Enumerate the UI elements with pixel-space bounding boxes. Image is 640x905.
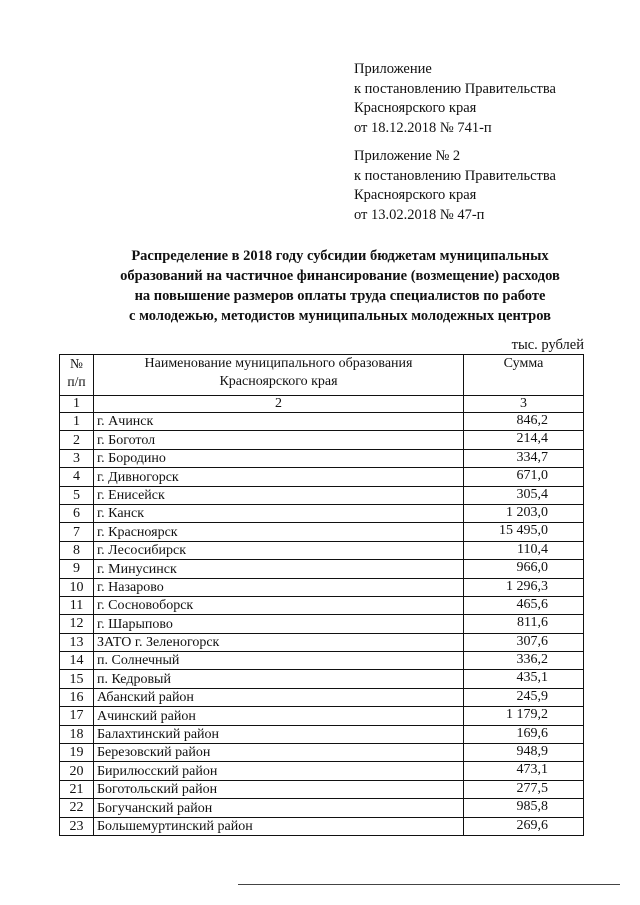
- table-row: [60, 504, 584, 522]
- table-row: [60, 633, 584, 651]
- index-col-2: 2: [94, 396, 464, 413]
- subsidy-amount: 245,9: [464, 688, 584, 706]
- subsidy-amount: 473,1: [464, 762, 584, 780]
- appendix-2-line-3: Красноярского края: [354, 187, 477, 203]
- table-row: [60, 449, 584, 467]
- table-row: [60, 523, 584, 541]
- table-row: [60, 762, 584, 780]
- table-row: [60, 596, 584, 614]
- header-name: [94, 355, 464, 396]
- municipality-name: п. Кедровый: [94, 670, 464, 688]
- subsidy-amount: 985,8: [464, 799, 584, 817]
- subsidy-amount: 465,6: [464, 596, 584, 614]
- row-number: 6: [60, 504, 94, 522]
- title-line-2: образований на частичное финансирование (возмещение) расходов: [120, 268, 560, 284]
- municipality-name: п. Солнечный: [94, 652, 464, 670]
- subsidy-amount: 1 296,3: [464, 578, 584, 596]
- municipality-name: г. Сосновоборск: [94, 596, 464, 614]
- municipality-name: г. Лесосибирск: [94, 541, 464, 559]
- subsidy-amount: 110,4: [464, 541, 584, 559]
- appendix-2-block: [354, 147, 556, 225]
- table-row: [60, 652, 584, 670]
- appendix-2-line-2: к постановлению Правительства: [354, 167, 556, 184]
- title-line-3: на повышение размеров оплаты труда специалистов по работе: [134, 288, 546, 304]
- municipality-name: г. Назарово: [94, 578, 464, 596]
- municipality-name: г. Минусинск: [94, 560, 464, 578]
- municipality-name: г. Боготол: [94, 431, 464, 449]
- units-label: тыс. рублей: [511, 337, 584, 353]
- subsidy-amount: 846,2: [464, 413, 584, 431]
- table-row: [60, 486, 584, 504]
- row-number: 22: [60, 799, 94, 817]
- municipality-name: Абанский район: [94, 688, 464, 706]
- row-number: 12: [60, 615, 94, 633]
- table-header-row: [60, 355, 584, 396]
- appendix-1-line-4: от 18.12.2018 № 741-п: [354, 119, 492, 136]
- table-row: [60, 707, 584, 725]
- appendix-2-line-1: Приложение № 2: [354, 148, 461, 164]
- row-number: 19: [60, 744, 94, 762]
- page-bottom-rule: [238, 884, 620, 885]
- subsidy-amount: 671,0: [464, 468, 584, 486]
- subsidy-amount: 214,4: [464, 431, 584, 449]
- table-row: [60, 578, 584, 596]
- row-number: 4: [60, 468, 94, 486]
- subsidy-amount: 169,6: [464, 725, 584, 743]
- row-number: 10: [60, 578, 94, 596]
- title-line-1: Распределение в 2018 году субсидии бюджетам муниципальных: [131, 248, 549, 264]
- row-number: 11: [60, 596, 94, 614]
- subsidy-amount: 305,4: [464, 486, 584, 504]
- appendix-1-line-2: к постановлению Правительства: [354, 80, 556, 97]
- subsidy-amount: 269,6: [464, 817, 584, 835]
- table-row: [60, 431, 584, 449]
- municipality-name: г. Канск: [94, 504, 464, 522]
- row-number: 8: [60, 541, 94, 559]
- header-name-line-1: Наименование муниципального образования: [144, 356, 413, 371]
- row-number: 7: [60, 523, 94, 541]
- municipality-name: г. Дивногорск: [94, 468, 464, 486]
- appendix-2-line-4: от 13.02.2018 № 47-п: [354, 206, 485, 223]
- subsidy-amount: 811,6: [464, 615, 584, 633]
- subsidy-amount: 15 495,0: [464, 523, 584, 541]
- row-number: 9: [60, 560, 94, 578]
- row-number: 17: [60, 707, 94, 725]
- subsidy-amount: 1 203,0: [464, 504, 584, 522]
- municipality-name: Богучанский район: [94, 799, 464, 817]
- municipality-name: Большемуртинский район: [94, 817, 464, 835]
- row-number: 20: [60, 762, 94, 780]
- index-col-3: 3: [464, 396, 584, 413]
- row-number: 15: [60, 670, 94, 688]
- municipality-name: г. Бородино: [94, 449, 464, 467]
- municipality-name: Балахтинский район: [94, 725, 464, 743]
- header-number-line-1: №: [70, 356, 83, 371]
- title-line-4: с молодежью, методистов муниципальных молодежных центров: [129, 308, 551, 324]
- table-row: [60, 560, 584, 578]
- document-title: [60, 246, 620, 326]
- table-row: [60, 780, 584, 798]
- table-row: [60, 413, 584, 431]
- municipality-name: Боготольский район: [94, 780, 464, 798]
- subsidy-amount: 1 179,2: [464, 707, 584, 725]
- appendix-1-line-1: Приложение: [354, 61, 432, 77]
- subsidy-table: [59, 354, 584, 836]
- table-row: [60, 468, 584, 486]
- table-row: [60, 744, 584, 762]
- row-number: 1: [60, 413, 94, 431]
- subsidy-amount: 336,2: [464, 652, 584, 670]
- row-number: 5: [60, 486, 94, 504]
- table-row: [60, 799, 584, 817]
- municipality-name: Березовский район: [94, 744, 464, 762]
- row-number: 3: [60, 449, 94, 467]
- header-number-line-2: п/п: [67, 374, 86, 389]
- table-row: [60, 541, 584, 559]
- row-number: 21: [60, 780, 94, 798]
- subsidy-amount: 966,0: [464, 560, 584, 578]
- subsidy-amount: 334,7: [464, 449, 584, 467]
- table-row: [60, 670, 584, 688]
- row-number: 23: [60, 817, 94, 835]
- municipality-name: Бирилюсский район: [94, 762, 464, 780]
- header-number: [60, 355, 94, 396]
- header-name-line-2: Красноярского края: [219, 374, 338, 389]
- row-number: 13: [60, 633, 94, 651]
- municipality-name: Ачинский район: [94, 707, 464, 725]
- municipality-name: г. Шарыпово: [94, 615, 464, 633]
- table-index-row: [60, 396, 584, 413]
- municipality-name: г. Енисейск: [94, 486, 464, 504]
- subsidy-amount: 948,9: [464, 744, 584, 762]
- appendix-1-block: [354, 60, 556, 138]
- municipality-name: ЗАТО г. Зеленогорск: [94, 633, 464, 651]
- row-number: 16: [60, 688, 94, 706]
- subsidy-amount: 435,1: [464, 670, 584, 688]
- municipality-name: г. Ачинск: [94, 413, 464, 431]
- table-row: [60, 688, 584, 706]
- row-number: 18: [60, 725, 94, 743]
- row-number: 14: [60, 652, 94, 670]
- table-row: [60, 817, 584, 835]
- table-row: [60, 725, 584, 743]
- header-sum: Сумма: [464, 355, 584, 396]
- table-row: [60, 615, 584, 633]
- municipality-name: г. Красноярск: [94, 523, 464, 541]
- appendix-1-line-3: Красноярского края: [354, 100, 477, 116]
- row-number: 2: [60, 431, 94, 449]
- subsidy-amount: 307,6: [464, 633, 584, 651]
- subsidy-amount: 277,5: [464, 780, 584, 798]
- index-col-1: 1: [60, 396, 94, 413]
